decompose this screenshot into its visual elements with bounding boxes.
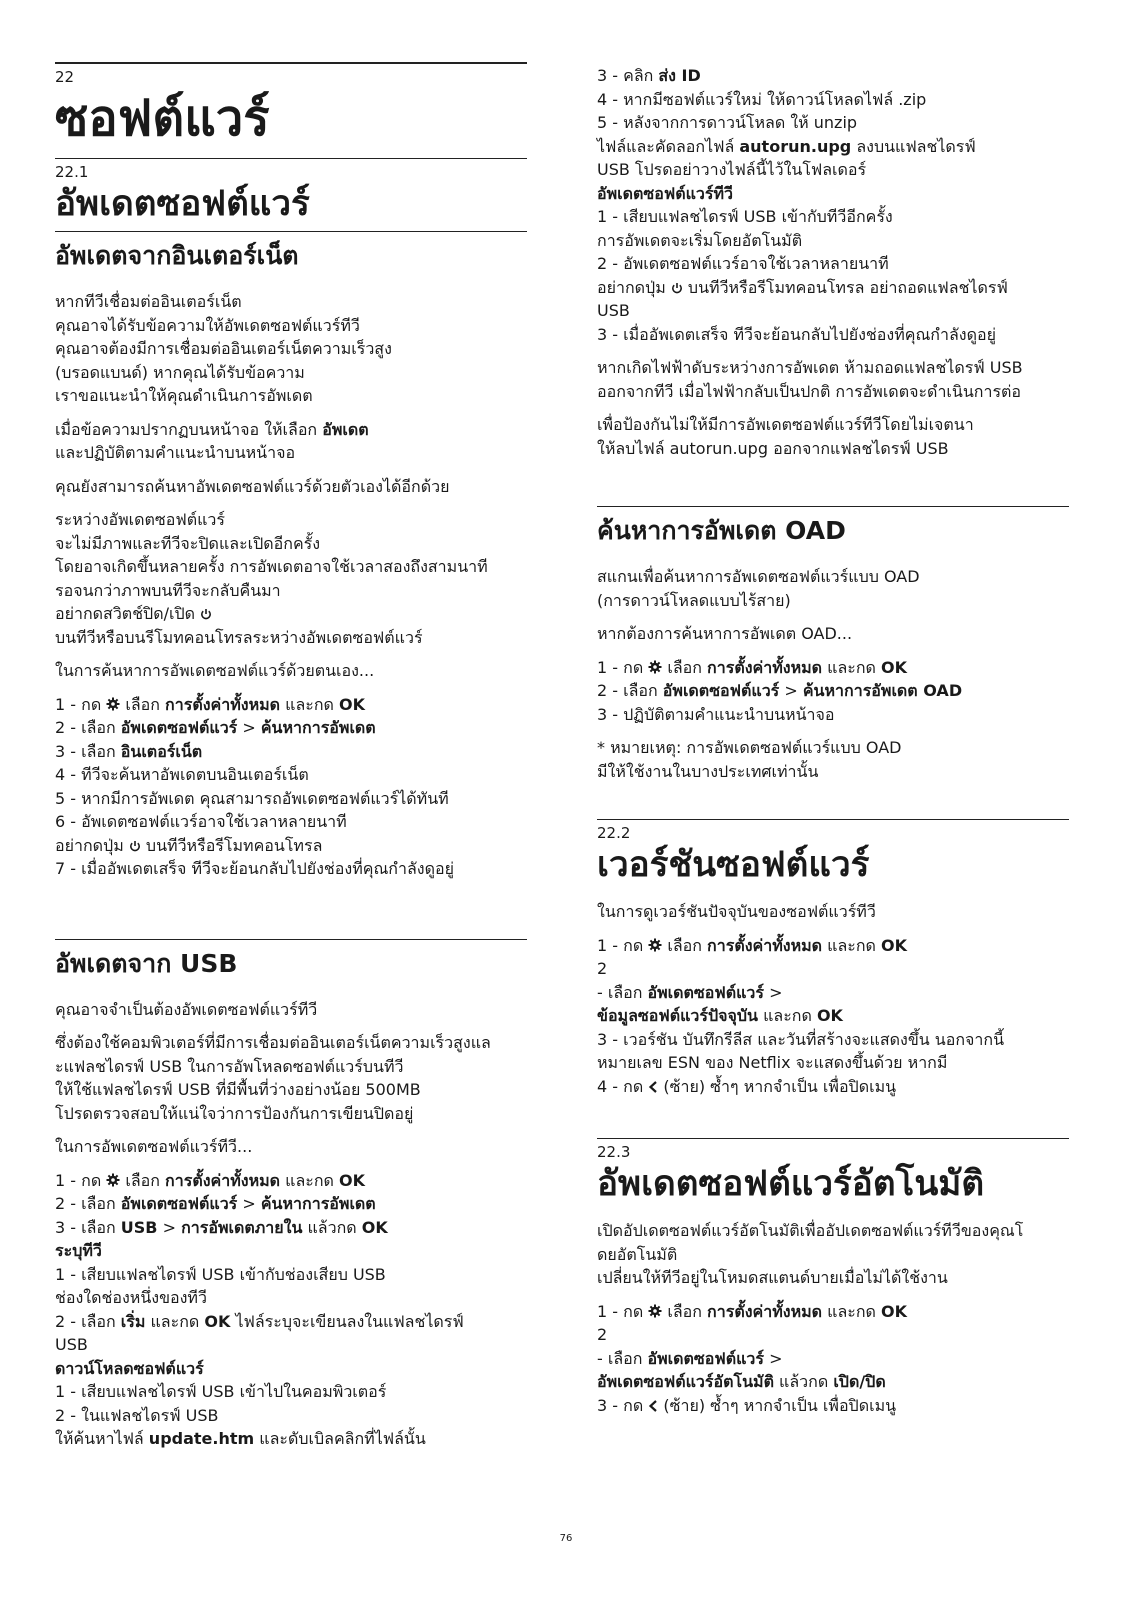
subsection-title-usb: อัพเดตจาก USB [55, 948, 238, 978]
power-icon [200, 608, 212, 620]
chapter-number: 22 [55, 68, 75, 86]
usb-steps-intro: ในการอัพเดตซอฟต์แวร์ทีวี... [55, 1137, 253, 1156]
subsection-title-internet: อัพเดตจากอินเตอร์เน็ต [55, 241, 299, 270]
left-column [55, 62, 527, 1451]
right-column [597, 64, 1069, 1427]
chapter-rule [55, 62, 527, 64]
section-rule [597, 1138, 1069, 1139]
download-software-heading: ดาวน์โหลดซอฟต์แวร์ [55, 1358, 204, 1378]
subsection-title-oad: ค้นหาการอัพเดต OAD [597, 516, 846, 545]
chevron-left-icon [648, 1400, 658, 1412]
internet-intro: หากทีวีเชื่อมต่ออินเตอร์เน็ต คุณอาจได้รับข้อความให้อัพเดตซอฟต์แวร์ทีวี คุณอาจต้องมีการเชื่อมต่ออินเตอร์เน็ตความเร็วสูง (บรอดแบนด์) หากคุณได้รับข้อความ เราขอแนะนำให้คุณดำเนินการอัพเดต [55, 292, 392, 405]
internet-manual-intro: ในการค้นหาการอัพเดตซอฟต์แวร์ด้วยตนเอง... [55, 661, 375, 680]
gear-icon [648, 1304, 662, 1318]
section-rule [55, 158, 527, 159]
usb-power-failure-note: หากเกิดไฟฟ้าดับระหว่างการอัพเดต ห้ามถอดแฟลชไดรฟ์ USB ออกจากทีวี เมื่อไฟฟ้ากลับเป็นปกติ การอัพเดตจะดำเนินการต่อ [597, 358, 1023, 401]
auto-update-intro: เปิดอัปเดตซอฟต์แวร์อัตโนมัติเพื่ออัปเดตซอฟต์แวร์ทีวีของคุณโ ดยอัตโนมัติ เปลี่ยนให้ทีวีอยู่ในโหมดสแตนด์บายเมื่อไม่ได้ใช้งาน [597, 1221, 1024, 1287]
section-number: 22.2 [597, 824, 631, 842]
internet-steps: 1 - กด เลือก การตั้งค่าทั้งหมด และกด OK 2 - เลือก อัพเดตซอฟต์แวร์ > ค้นหาการอัพเดต 3 - เลือก อินเตอร์เน็ต 4 - ทีวีจะค้นหาอัพเดตบนอินเตอร์เน็ต 5 - หากมีการอัพเดต คุณสามารถอัพเดตซอฟต์แวร์ได้ทันที 6 - อัพเดตซอฟต์แวร์อาจใช้เวลาหลายนาที อย่ากดปุ่ม บนทีวีหรือรีโมทคอนโทรล 7 - เมื่ออัพเดตเสร็จ ทีวีจะย้อนกลับไปยังช่องที่คุณกำลังดูอยู่ [55, 694, 454, 878]
subsection-rule [55, 231, 527, 232]
version-intro: ในการดูเวอร์ชันปัจจุบันของซอฟต์แวร์ทีวี [597, 902, 876, 921]
section-number: 22.3 [597, 1143, 631, 1161]
section-title: อัพเดตซอฟต์แวร์อัตโนมัติ [597, 1164, 985, 1204]
subsection-rule [597, 506, 1069, 507]
version-steps: 1 - กด เลือก การตั้งค่าทั้งหมด และกด OK 2 - เลือก อัพเดตซอฟต์แวร์ > ข้อมูลซอฟต์แวร์ปัจจุบัน และกด OK 3 - เวอร์ชัน บันทึกรีลีส และวันที่สร้างจะแสดงขึ้น นอกจากนี้ หมายเลข ESN ของ Netflix จะแสดงขึ้นด้วย หากมี 4 - กด (ซ้าย) ซ้ำๆ หากจำเป็น เพื่อปิดเมนู [597, 935, 1005, 1096]
chevron-left-icon [648, 1081, 658, 1093]
auto-update-steps: 1 - กด เลือก การตั้งค่าทั้งหมด และกด OK 2 - เลือก อัพเดตซอฟต์แวร์ > อัพเดตซอฟต์แวร์อัตโนมัติ แล้วกด เปิด/ปิด 3 - กด (ซ้าย) ซ้ำๆ หากจำเป็น เพื่อปิดเมนู [597, 1301, 908, 1415]
internet-manual-note: คุณยังสามารถค้นหาอัพเดตซอฟต์แวร์ด้วยตัวเองได้อีกด้วย [55, 476, 450, 496]
usb-steps: 1 - กด เลือก การตั้งค่าทั้งหมด และกด OK 2 - เลือก อัพเดตซอฟต์แวร์ > ค้นหาการอัพเดต 3 - เลือก USB > การอัพเดตภายใน แล้วกด OK ระบุทีวี 1 - เสียบแฟลชไดรฟ์ USB เข้ากับช่องเสียบ USB ช่องใดช่องหนึ่งของทีวี 2 - เลือก เริ่ม และกด OK ไฟล์ระบุจะเขียนลงในแฟลชไดรฟ์ USB ดาวน์โหลดซอฟต์แวร์ 1 - เสียบแฟลชไดรฟ์ USB เข้าไปในคอมพิวเตอร์ 2 - ในแฟลชไดรฟ์ USB ให้ค้นหาไฟล์ update.htm และดับเบิลคลิกที่ไฟล์นั้น [55, 1170, 464, 1448]
gear-icon [648, 660, 662, 674]
power-icon [671, 282, 683, 294]
chapter-title: ซอฟต์แวร์ [55, 90, 270, 147]
gear-icon [106, 1173, 120, 1187]
usb-requirements: ซึ่งต้องใช้คอมพิวเตอร์ที่มีการเชื่อมต่ออินเตอร์เน็ตความเร็วสูงแล ะแฟลชไดรฟ์ USB ในการอัพโหลดซอฟต์แวร์บนทีวี ให้ใช้แฟลชไดรฟ์ USB ที่มีพื้นที่ว่างอย่างน้อย 500MB โปรดตรวจสอบให้แน่ใจว่าการป้องกันการเขียนปิดอยู่ [55, 1033, 491, 1123]
oad-steps-intro: หากต้องการค้นหาการอัพเดต OAD... [597, 624, 853, 643]
usb-intro: คุณอาจจำเป็นต้องอัพเดตซอฟต์แวร์ทีวี [55, 999, 318, 1019]
oad-note: * หมายเหตุ: การอัพเดตซอฟต์แวร์แบบ OAD มีให้ใช้งานในบางประเทศเท่านั้น [597, 738, 902, 781]
oad-steps: 1 - กด เลือก การตั้งค่าทั้งหมด และกด OK 2 - เลือก อัพเดตซอฟต์แวร์ > ค้นหาการอัพเดต OAD 3 - ปฏิบัติตามคำแนะนำบนหน้าจอ [597, 657, 963, 724]
usb-prevent-note: เพื่อป้องกันไม่ให้มีการอัพเดตซอฟต์แวร์ทีวีโดยไม่เจตนา ให้ลบไฟล์ autorun.upg ออกจากแฟลชไดรฟ์ USB [597, 415, 974, 458]
section-title: อัพเดตซอฟต์แวร์ [55, 184, 310, 224]
identify-tv-heading: ระบุทีวี [55, 1241, 102, 1260]
section-rule [597, 819, 1069, 820]
usb-download-steps-cont: 3 - คลิก ส่ง ID 4 - หากมีซอฟต์แวร์ใหม่ ให้ดาวน์โหลดไฟล์ .zip 5 - หลังจากการดาวน์โหลด ให้ unzip ไฟล์และคัดลอกไฟล์ autorun.upg ลงบนแฟลชไดรฟ์ USB โปรดอย่าวางไฟล์นี้ไว้ในโฟลเดอร์ อัพเดตซอฟต์แวร์ทีวี 1 - เสียบแฟลชไดรฟ์ USB เข้ากับทีวีอีกครั้ง การอัพเดตจะเริ่มโดยอัตโนมัติ 2 - อัพเดตซอฟต์แวร์อาจใช้เวลาหลายนาที อย่ากดปุ่ม บนทีวีหรือรีโมทคอนโทรล อย่าถอดแฟลชไดรฟ์ USB 3 - เมื่ออัพเดตเสร็จ ทีวีจะย้อนกลับไปยังช่องที่คุณกำลังดูอยู่ [597, 66, 1008, 344]
power-icon [129, 840, 141, 852]
oad-intro: สแกนเพื่อค้นหาการอัพเดตซอฟต์แวร์แบบ OAD (การดาวน์โหลดแบบไร้สาย) [597, 567, 920, 610]
internet-message-instruction: เมื่อข้อความปรากฏบนหน้าจอ ให้เลือก อัพเดต และปฏิบัติตามคำแนะนำบนหน้าจอ [55, 419, 369, 462]
page-number: 76 [559, 1533, 573, 1544]
subsection-rule [55, 939, 527, 940]
internet-warning: ระหว่างอัพเดตซอฟต์แวร์ จะไม่มีภาพและทีวีจะปิดและเปิดอีกครั้ง โดยอาจเกิดขึ้นหลายครั้ง การอัพเดตอาจใช้เวลาสองถึงสามนาที รอจนกว่าภาพบนทีวีจะกลับคืนมา อย่ากดสวิตช์ปิด/เปิด บนทีวีหรือบนรีโมทคอนโทรลระหว่างอัพเดตซอฟต์แวร์ [55, 510, 488, 647]
gear-icon [648, 938, 662, 952]
section-number: 22.1 [55, 163, 89, 181]
gear-icon [106, 697, 120, 711]
section-title: เวอร์ชันซอฟต์แวร์ [597, 845, 870, 885]
update-tv-heading: อัพเดตซอฟต์แวร์ทีวี [597, 183, 734, 203]
